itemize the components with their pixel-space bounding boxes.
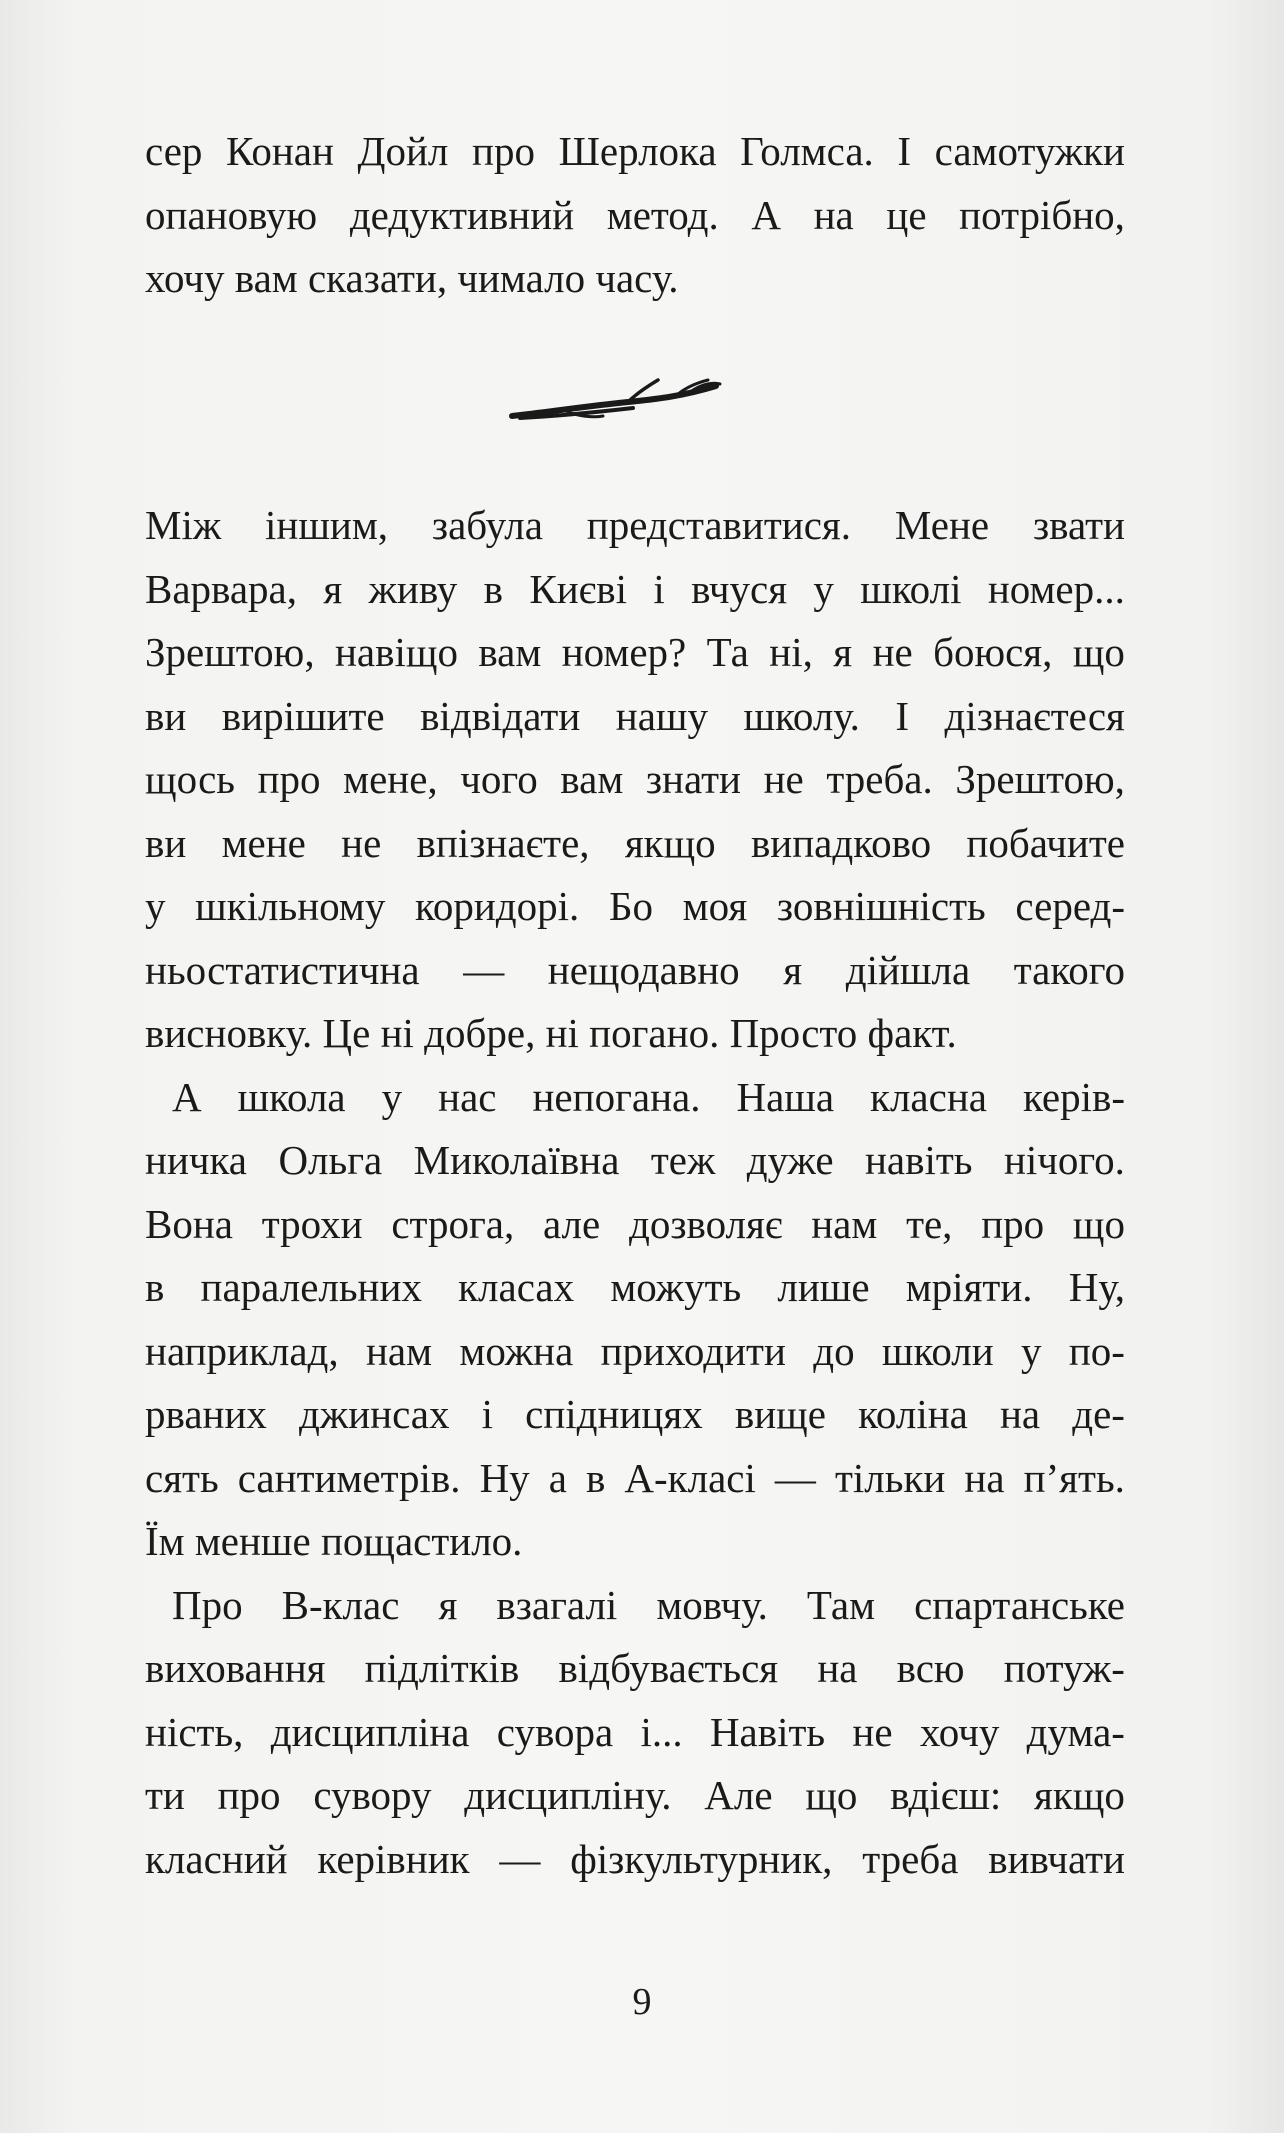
main-text [145, 494, 1125, 1891]
text-line: Вона трохи строга, але дозволяє нам те, про що [145, 1200, 1125, 1247]
text-line: ничка Ольга Миколаївна теж дуже навіть нічого. [145, 1137, 1125, 1183]
text-line: опановую дедуктивний метод. А на це потрібно, [145, 191, 1125, 238]
text-line: Їм менше пощастило. [145, 1518, 523, 1564]
text-line: щось про мене, чого вам знати не треба. Зрештою, [145, 756, 1125, 802]
text-line: А школа у нас непогана. Наша класна керів- [172, 1073, 1125, 1120]
text-line: у шкільному коридорі. Бо моя зовнішність серед- [145, 883, 1125, 929]
text-line: Варвара, я живу в Києві і вчуся у школі номер... [145, 565, 1125, 612]
text-line: сер Конан Дойл про Шерлока Голмса. І самотужки [145, 128, 1125, 174]
text-line: в паралельних класах можуть лише мріяти. Ну, [145, 1264, 1125, 1310]
text-line: рваних джинсах і спідницях вище коліна на де- [145, 1391, 1125, 1437]
paragraph-continuation [145, 120, 1125, 311]
text-line: хочу вам сказати, чимало часу. [145, 255, 679, 301]
text-line: Зрештою, навіщо вам номер? Та ні, я не боюся, що [145, 629, 1125, 675]
text-line: наприклад, нам можна приходити до школи у по- [145, 1327, 1125, 1374]
text-line: виховання підлітків відбувається на всю потуж- [145, 1645, 1125, 1691]
text-line: ви мене не впізнаєте, якщо випадково побачите [145, 819, 1125, 866]
page-number: 9 [632, 1981, 652, 2023]
branch-icon [508, 372, 723, 432]
text-line: ти про сувору дисципліну. Але що вдієш: якщо [145, 1772, 1125, 1818]
text-line: ність, дисципліна сувора і... Навіть не хочу дума- [145, 1708, 1125, 1755]
text-line: ви вирішите відвідати нашу школу. І дізнаєтеся [145, 692, 1125, 739]
text-line: Про В-клас я взагалі мовчу. Там спартанське [172, 1581, 1125, 1628]
text-line: висновку. Це ні добре, ні погано. Просто факт. [145, 1010, 957, 1056]
text-line: класний керівник — фізкультурник, треба вивчати [145, 1835, 1125, 1882]
text-line: сять сантиметрів. Ну а в А-класі — тільки на п’ять. [145, 1454, 1125, 1501]
text-line: ньостатистична — нещодавно я дійшла такого [145, 946, 1125, 993]
text-line: Між іншим, забула представитися. Мене звати [145, 502, 1125, 548]
